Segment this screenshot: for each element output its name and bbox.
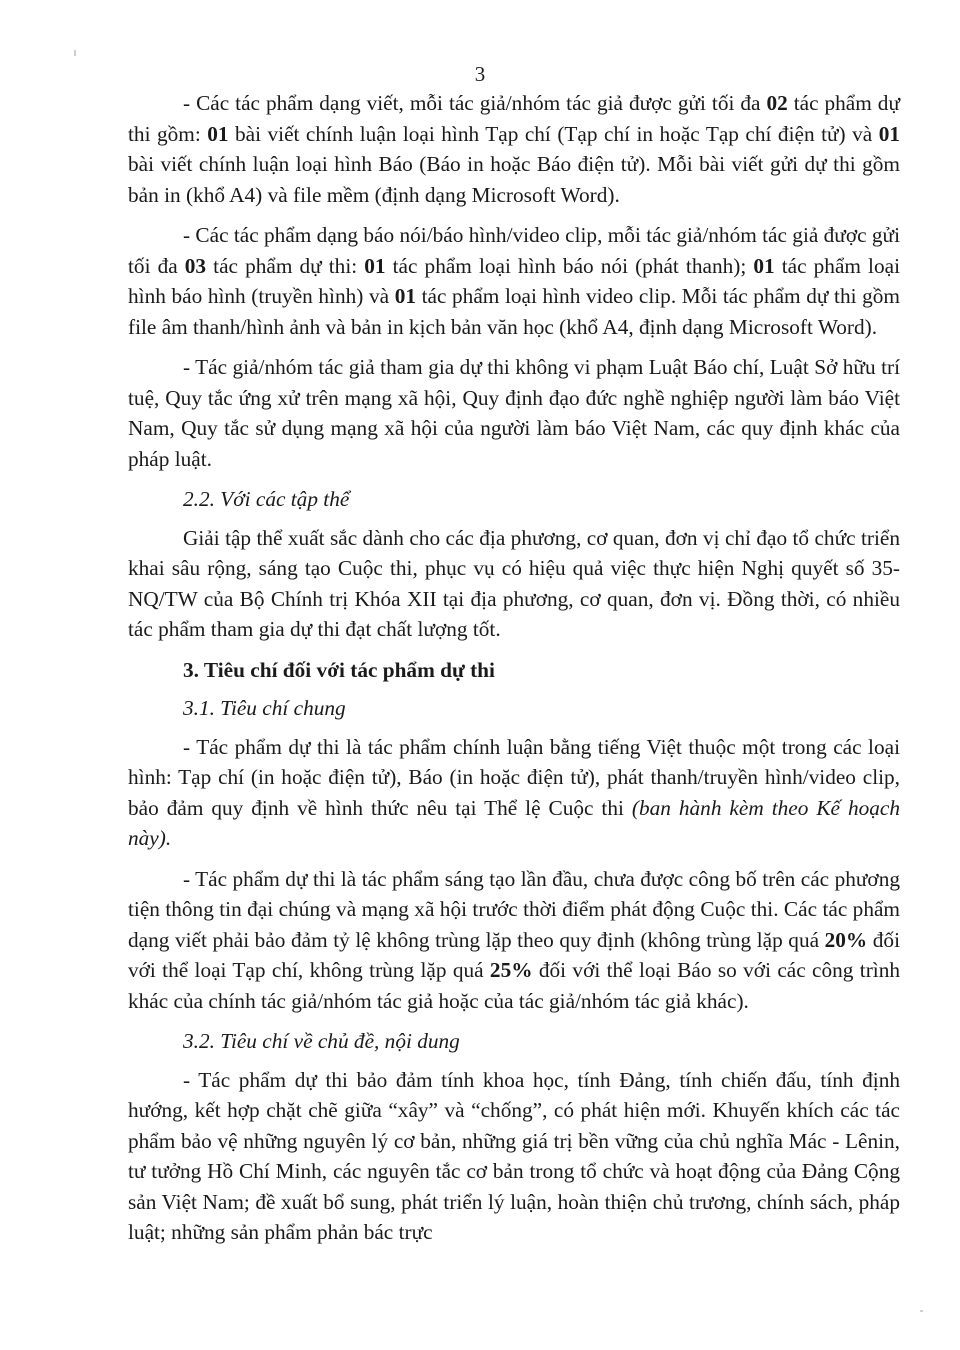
scan-artifact — [74, 50, 76, 56]
paragraph-written-works: - Các tác phẩm dạng viết, mỗi tác giả/nhóm tác giả được gửi tối đa 02 tác phẩm dự thi gồm: 01 bài viết chính luận loại hình Tạp chí (Tạp chí in hoặc Tạp chí điện tử) và 01 bài viết chính luận loại hình Báo (Báo in hoặc Báo điện tử). Mỗi bài viết gửi dự thi gồm bản in (khổ A4) và file mềm (định dạng Microsoft Word). — [128, 91, 900, 207]
paragraph-legal-compliance: - Tác giả/nhóm tác giả tham gia dự thi không vi phạm Luật Báo chí, Luật Sở hữu trí tuệ, Quy tắc ứng xử trên mạng xã hội, Quy định đạo đức nghề nghiệp người làm báo Việt Nam, Quy tắc sử dụng mạng xã hội của người làm báo Việt Nam, các quy định khác của pháp luật. — [128, 355, 900, 471]
section-heading-3-2: 3.2. Tiêu chí về chủ đề, nội dung — [183, 1029, 460, 1053]
scan-artifact — [920, 1310, 923, 1312]
document-body — [128, 88, 900, 1258]
page-number: 3 — [474, 62, 486, 86]
section-heading-3: 3. Tiêu chí đối với tác phẩm dự thi — [183, 657, 495, 682]
paragraph-topic-content: - Tác phẩm dự thi bảo đảm tính khoa học, tính Đảng, tính chiến đấu, tính định hướng, kết hợp chặt chẽ giữa “xây” và “chống”, có phát hiện mới. Khuyến khích các tác phẩm bảo vệ những nguyên lý cơ bản, những giá trị bền vững của chủ nghĩa Mác - Lênin, tư tưởng Hồ Chí Minh, các nguyên tắc cơ bản trong tổ chức và hoạt động của Đảng Cộng sản Việt Nam; đề xuất bổ sung, phát triển lý luận, hoàn thiện chủ trương, chính sách, pháp luật; những sản phẩm phản bác trực — [128, 1067, 900, 1244]
section-heading-3-1: 3.1. Tiêu chí chung — [183, 696, 346, 720]
section-heading-2-2: 2.2. Với các tập thể — [183, 487, 350, 511]
paragraph-general-criteria: - Tác phẩm dự thi là tác phẩm chính luận bằng tiếng Việt thuộc một trong các loại hình: Tạp chí (in hoặc điện tử), Báo (in hoặc điện tử), phát thanh/truyền hình/video clip, bảo đảm quy định về hình thức nêu tại Thể lệ Cuộc thi (ban hành kèm theo Kế hoạch này). — [128, 734, 900, 850]
paragraph-originality: - Tác phẩm dự thi là tác phẩm sáng tạo lần đầu, chưa được công bố trên các phương tiện thông tin đại chúng và mạng xã hội trước thời điểm phát động Cuộc thi. Các tác phẩm dạng viết phải bảo đảm tỷ lệ không trùng lặp theo quy định (không trùng lặp quá 20% đối với thể loại Tạp chí, không trùng lặp quá 25% đối với thể loại Báo so với các công trình khác của chính tác giả/nhóm tác giả hoặc của tác giả/nhóm tác giả khác). — [128, 866, 900, 1013]
paragraph-collective-award: Giải tập thể xuất sắc dành cho các địa phương, cơ quan, đơn vị chỉ đạo tổ chức triển khai sâu rộng, sáng tạo Cuộc thi, phục vụ có hiệu quả việc thực hiện Nghị quyết số 35-NQ/TW của Bộ Chính trị Khóa XII tại địa phương, cơ quan, đơn vị. Đồng thời, có nhiều tác phẩm tham gia dự thi đạt chất lượng tốt. — [128, 525, 900, 641]
paragraph-broadcast-works: - Các tác phẩm dạng báo nói/báo hình/video clip, mỗi tác giả/nhóm tác giả được gửi tối đa 03 tác phẩm dự thi: 01 tác phẩm loại hình báo nói (phát thanh); 01 tác phẩm loại hình báo hình (truyền hình) và 01 tác phẩm loại hình video clip. Mỗi tác phẩm dự thi gồm file âm thanh/hình ảnh và bản in kịch bản văn học (khổ A4, định dạng Microsoft Word). — [128, 223, 900, 339]
